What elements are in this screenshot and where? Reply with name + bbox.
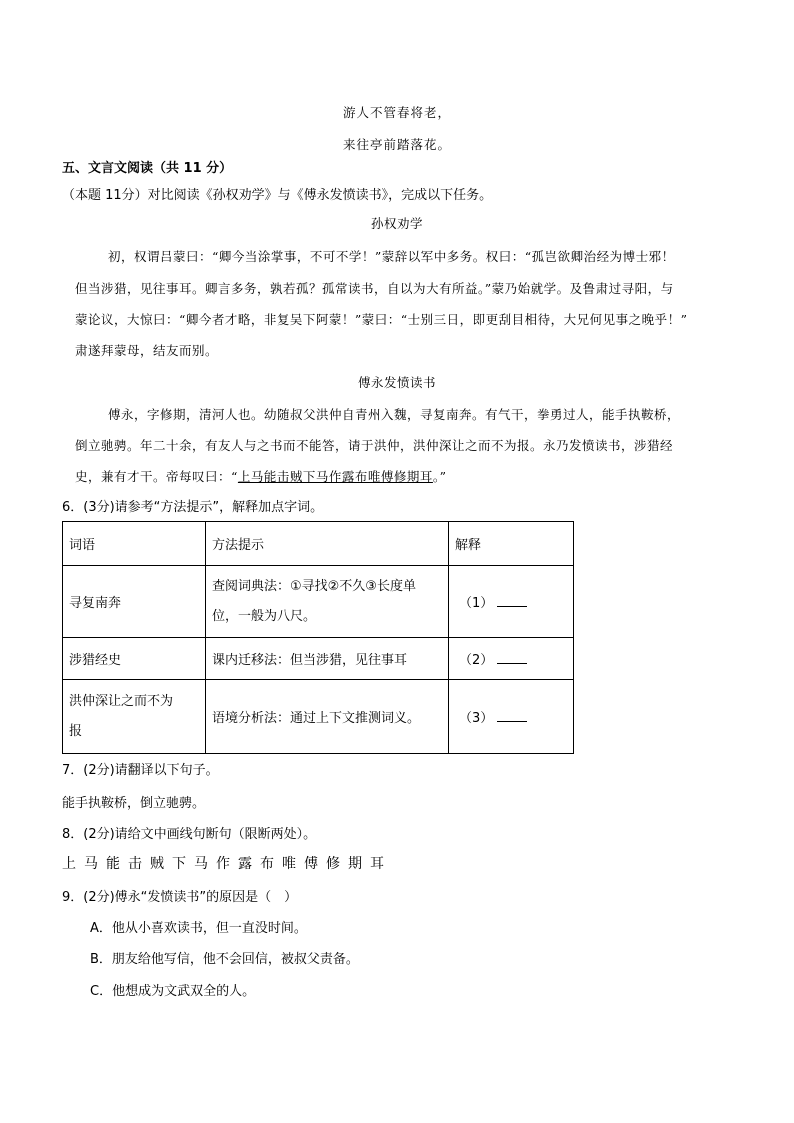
q9-option-b[interactable]: B．朋友给他写信，他不会回信，被叔父责备。 bbox=[90, 952, 359, 967]
row1-word: 寻复南奔 bbox=[63, 566, 206, 638]
row1-hint bbox=[206, 566, 449, 638]
row1-answer-cell[interactable] bbox=[449, 566, 574, 638]
text2-line-3-lead: 史，兼有才干。帝每叹曰： bbox=[75, 469, 232, 484]
answer-blank[interactable] bbox=[497, 594, 527, 607]
text1-line-2: 但当涉猎，见往事耳。卿言多务，孰若孤？孤常读书，自以为大有所益。”蒙乃始就学。及鲁肃过寻阳，与 bbox=[75, 281, 674, 296]
text2-line-3 bbox=[75, 468, 447, 486]
poem-line-1: 游人不管春将老， bbox=[342, 105, 451, 120]
header-explanation: 解释 bbox=[449, 522, 574, 566]
row2-answer-label: （2） bbox=[459, 653, 494, 668]
text2-title: 傅永发愤读书 bbox=[357, 375, 436, 390]
section-heading: 五、文言文阅读（共 11 分） bbox=[62, 161, 233, 176]
text1-line-1: 初，权谓吕蒙曰：“卿今当涂掌事，不可不学！”蒙辞以军中多务。权曰：“孤岂欲卿治经为博士邪！ bbox=[108, 249, 675, 264]
q8-prompt: 8．(2分)请给文中画线句断句（限断两处）。 bbox=[62, 827, 317, 842]
row3-word-line1: 洪仲深让之而不为 bbox=[69, 693, 174, 709]
row3-word bbox=[63, 680, 206, 754]
row1-hint-line1: 查阅词典法：①寻找②不久③长度单 bbox=[212, 578, 416, 594]
q9-option-a[interactable]: A．他从小喜欢读书，但一直没时间。 bbox=[90, 921, 307, 936]
q8-sentence: 上马能击贼下马作露布唯傅修期耳 bbox=[62, 856, 392, 872]
section-intro: （本题 11分）对比阅读《孙权劝学》与《傅永发愤读书》，完成以下任务。 bbox=[62, 188, 493, 203]
quote-open: “ bbox=[231, 469, 238, 484]
row3-word-line2: 报 bbox=[69, 723, 83, 739]
text1-line-4: 肃遂拜蒙母，结友而别。 bbox=[75, 343, 219, 358]
table-row bbox=[63, 638, 574, 680]
text1-line-3: 蒙论议，大惊曰：“卿今者才略，非复吴下阿蒙！”蒙曰：“士别三日，即更刮目相待，大兄何见事之晚乎！” bbox=[75, 312, 688, 327]
table-header-row bbox=[63, 522, 574, 566]
row2-word: 涉猎经史 bbox=[63, 638, 206, 680]
row2-answer-cell[interactable] bbox=[449, 638, 574, 680]
row1-hint-line2: 位，一般为八尺。 bbox=[212, 608, 317, 624]
header-word: 词语 bbox=[63, 522, 206, 566]
q9-prompt: 9．(2分)傅永“发愤读书”的原因是（ ） bbox=[62, 890, 298, 905]
q9-option-c[interactable]: C．他想成为文武双全的人。 bbox=[90, 984, 256, 999]
row3-answer-label: （3） bbox=[459, 711, 494, 726]
table-row bbox=[63, 566, 574, 638]
q7-prompt: 7．(2分)请翻译以下句子。 bbox=[62, 763, 219, 778]
underlined-sentence: 上马能击贼下马作露布唯傅修期耳 bbox=[237, 469, 433, 484]
text2-line-1: 傅永，字修期，清河人也。幼随叔父洪仲自青州入魏，寻复南奔。有气干，拳勇过人，能手执鞍桥， bbox=[108, 407, 681, 422]
q6-prompt: 6．(3分)请参考“方法提示”，解释加点字词。 bbox=[62, 500, 324, 515]
answer-blank[interactable] bbox=[497, 651, 527, 664]
table-row bbox=[63, 680, 574, 754]
q6-table bbox=[62, 521, 574, 754]
header-hint: 方法提示 bbox=[206, 522, 449, 566]
q7-sentence: 能手执鞍桥，倒立驰骋。 bbox=[62, 796, 206, 811]
poem-line-2: 来往亭前踏落花。 bbox=[342, 137, 451, 152]
row3-hint: 语境分析法：通过上下文推测词义。 bbox=[206, 680, 449, 754]
row3-answer-cell[interactable] bbox=[449, 680, 574, 754]
text1-title: 孙权劝学 bbox=[370, 216, 423, 231]
row2-hint: 课内迁移法：但当涉猎，见往事耳 bbox=[206, 638, 449, 680]
text2-line-2: 倒立驰骋。年二十余，有友人与之书而不能答，请于洪仲，洪仲深让之而不为报。永乃发愤读书，涉猎经 bbox=[75, 438, 674, 453]
quote-close: 。” bbox=[432, 469, 447, 484]
answer-blank[interactable] bbox=[497, 709, 527, 722]
row1-answer-label: （1） bbox=[459, 596, 494, 611]
